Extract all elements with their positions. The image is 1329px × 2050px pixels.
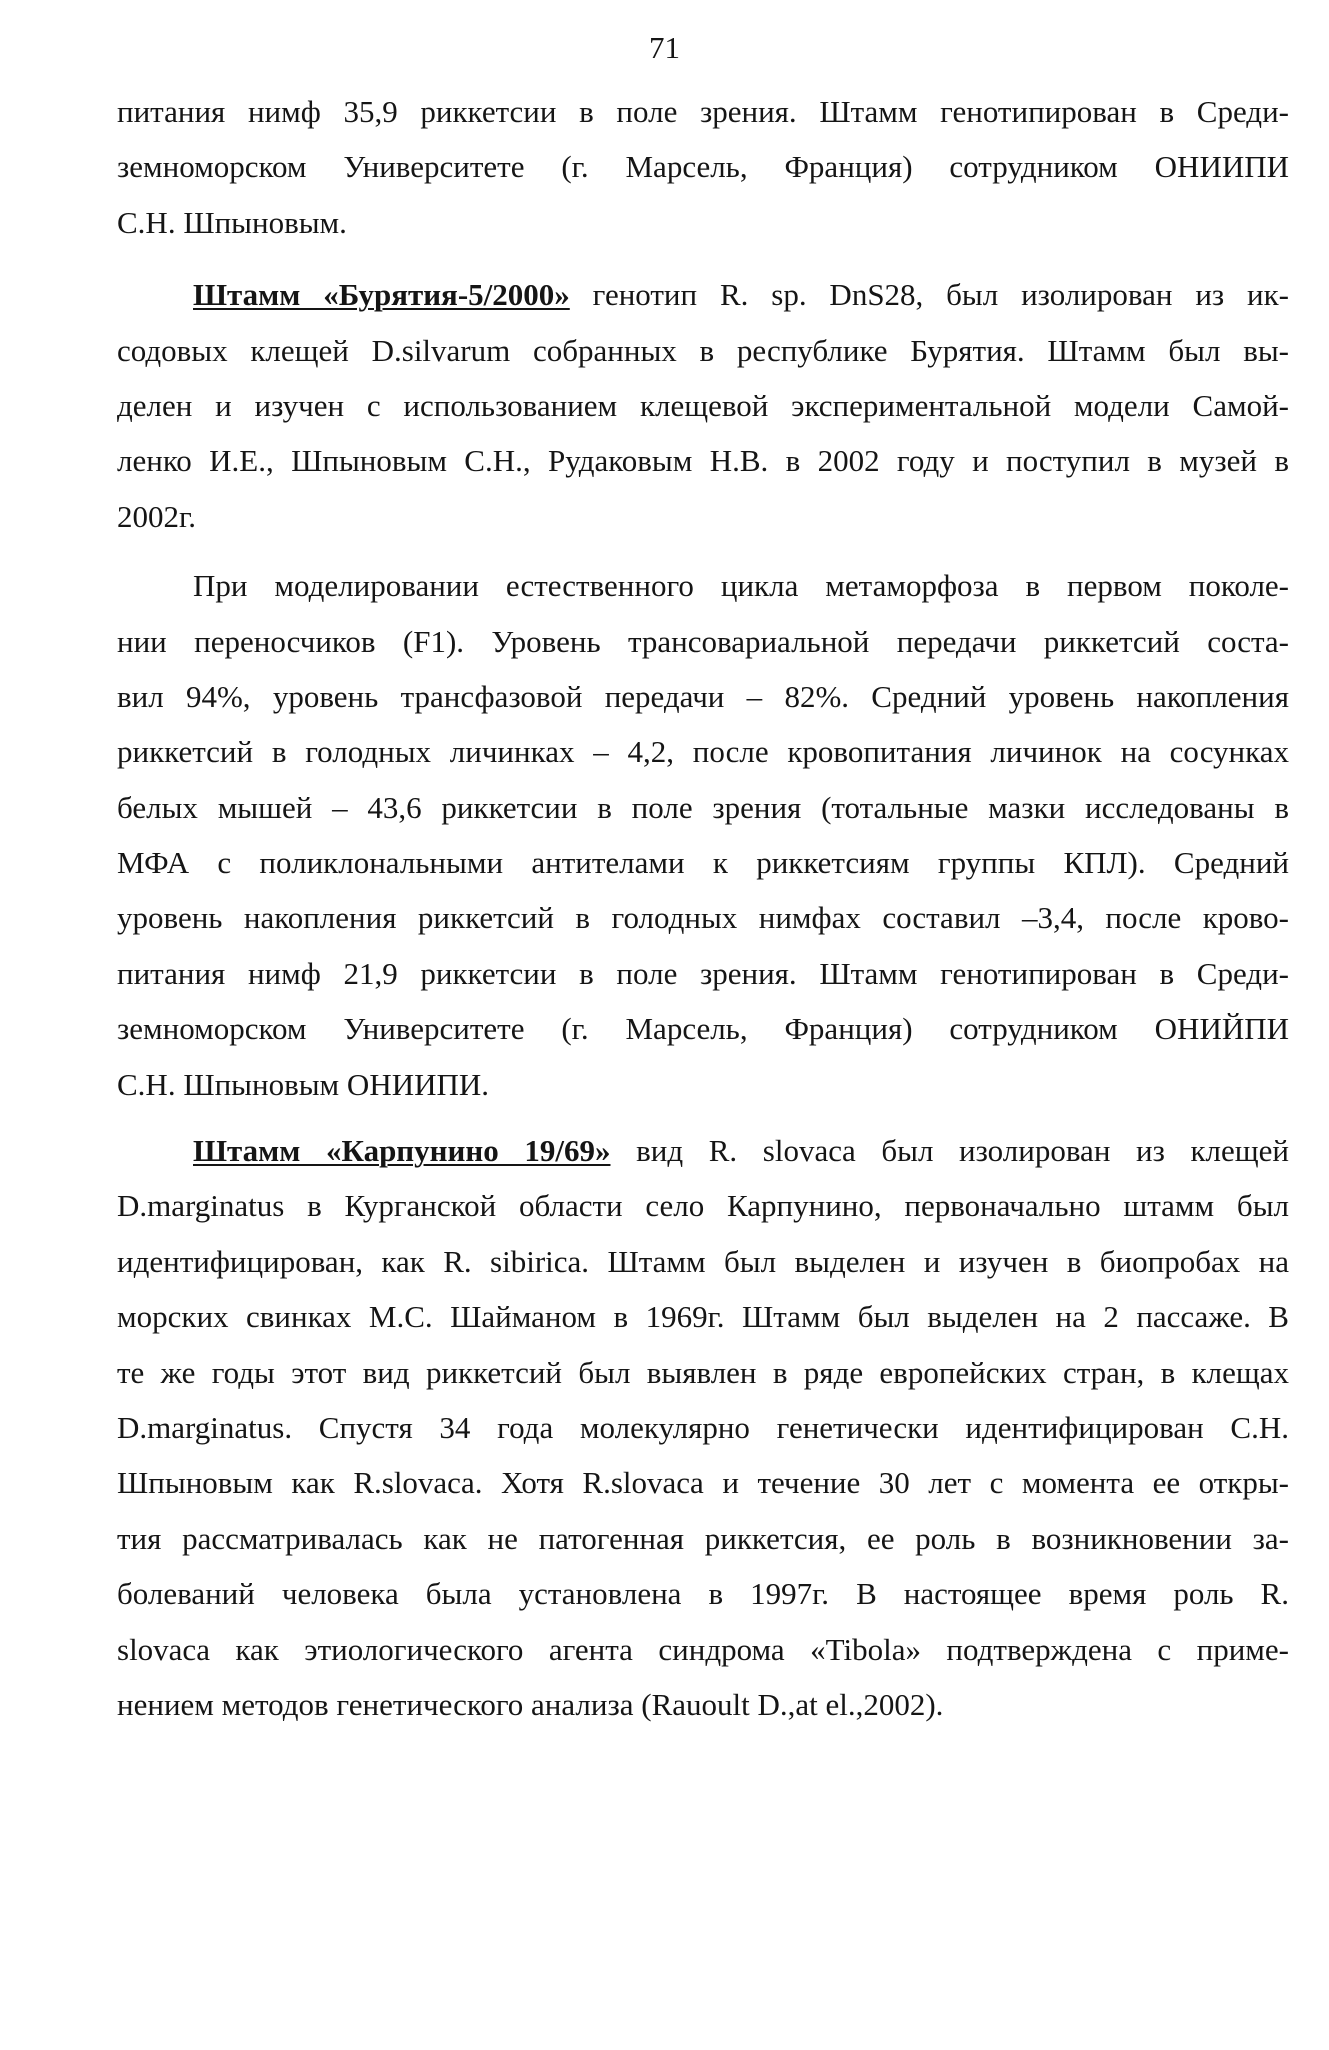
text-line: делен и изучен с использованием клещевой экспериментальной модели Самой- (117, 387, 1289, 423)
text-line: С.Н. Шпыновым. (117, 204, 347, 240)
text-line-rest: вид R. slovaca был изолирован из клещей (610, 1133, 1289, 1169)
text-line: белых мышей – 43,6 риккетсии в поле зрения (тотальные мазки исследованы в (117, 789, 1289, 825)
text-line: те же годы этот вид риккетсий был выявлен в ряде европейских стран, в клещах (117, 1354, 1289, 1390)
text-line: земноморском Университете (г. Марсель, Франция) сотрудником ОНИИПИ (117, 149, 1289, 185)
text-line: МФА с поликлональными антителами к риккетсиям группы КПЛ). Средний (117, 845, 1289, 881)
text-line (117, 267, 1289, 322)
text-line (117, 1123, 1289, 1178)
text-line: земноморском Университете (г. Марсель, Франция) сотрудником ОНИЙПИ (117, 1011, 1289, 1047)
strain-heading: Штамм «Карпунино 19/69» (193, 1133, 611, 1169)
text-line: нии переносчиков (F1). Уровень трансовариальной передачи риккетсий соста- (117, 623, 1289, 659)
paragraph-strain-karpunino (117, 1123, 1289, 1732)
paragraph-strain-buryatia (117, 267, 1289, 544)
paragraph-continuation (117, 84, 1289, 250)
paragraph-modelling (117, 558, 1289, 1112)
text-line: 2002г. (117, 498, 196, 534)
document-body (117, 84, 1289, 1732)
text-line: уровень накопления риккетсий в голодных нимфах составил –3,4, после крово- (117, 900, 1289, 936)
text-line: вил 94%, уровень трансфазовой передачи – 82%. Средний уровень накопления (117, 678, 1289, 714)
text-line: D.marginatus. Спустя 34 года молекулярно генетически идентифицирован С.Н. (117, 1409, 1289, 1445)
text-line: С.Н. Шпыновым ОНИИПИ. (117, 1066, 489, 1102)
text-line: питания нимф 21,9 риккетсии в поле зрения. Штамм генотипирован в Среди- (117, 955, 1289, 991)
strain-heading: Штамм «Бурятия-5/2000» (193, 277, 570, 313)
text-line: болеваний человека была установлена в 1997г. В настоящее время роль R. (117, 1576, 1289, 1612)
text-line: морских свинках М.С. Шайманом в 1969г. Штамм был выделен на 2 пассаже. В (117, 1299, 1289, 1335)
text-line-rest: генотип R. sp. DnS28, был изолирован из ик- (569, 277, 1289, 313)
text-line: риккетсий в голодных личинках – 4,2, после кровопитания личинок на сосунках (117, 734, 1289, 770)
text-line (117, 558, 1289, 613)
text-line: содовых клещей D.silvarum собранных в республике Бурятия. Штамм был вы- (117, 332, 1289, 368)
text-line: тия рассматривалась как не патогенная риккетсия, ее роль в возникновении за- (117, 1520, 1289, 1556)
text-line: slovaca как этиологического агента синдрома «Tibola» подтверждена с приме- (117, 1631, 1289, 1667)
text-line: нением методов генетического анализа (Rauoult D.,at el.,2002). (117, 1686, 944, 1722)
page-number: 71 (649, 30, 680, 65)
text-line-content: При моделировании естественного цикла метаморфоза в первом поколе- (193, 568, 1289, 604)
text-line: ленко И.Е., Шпыновым С.Н., Рудаковым Н.В. в 2002 году и поступил в музей в (117, 443, 1289, 479)
text-line: Шпыновым как R.slovaca. Хотя R.slovaca и течение 30 лет с момента ее откры- (117, 1465, 1289, 1501)
text-line: питания нимф 35,9 риккетсии в поле зрения. Штамм генотипирован в Среди- (117, 94, 1289, 129)
text-line: идентифицирован, как R. sibirica. Штамм был выделен и изучен в биопробах на (117, 1243, 1289, 1279)
text-line: D.marginatus в Курганской области село Карпунино, первоначально штамм был (117, 1188, 1289, 1224)
